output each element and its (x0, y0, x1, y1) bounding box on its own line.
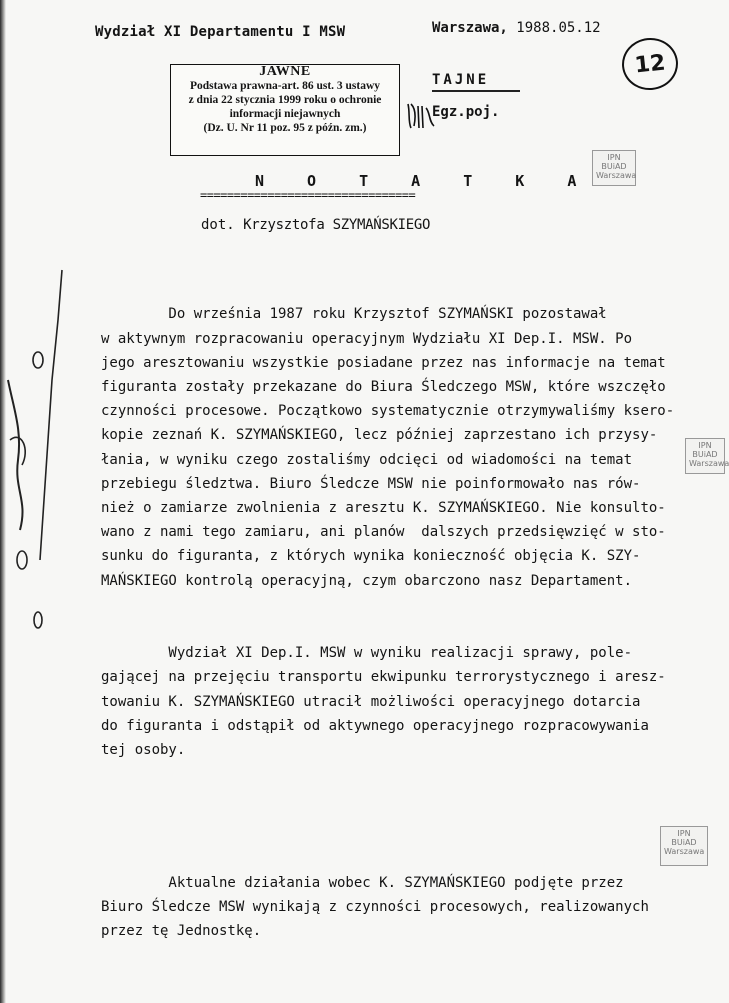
jawne-line: (Dz. U. Nr 11 poz. 95 z późn. zm.) (203, 122, 367, 134)
jawne-line: Podstawa prawna-art. 86 ust. 3 ustawy (189, 80, 381, 92)
declassification-box (170, 64, 400, 156)
margin-handwriting (0, 260, 70, 680)
department-header: Wydział XI Departamentu I MSW (95, 24, 346, 40)
document-subject (201, 217, 430, 233)
document-title: N O T A T K A (255, 172, 594, 190)
copy-label: Egz.poj. (432, 104, 500, 120)
subject-prefix: dot. (201, 217, 235, 233)
ipn-stamp: IPN BUiAD Warszawa (685, 438, 725, 474)
page-number-circle: 12 (619, 35, 680, 93)
jawne-heading: JAWNE (259, 64, 311, 79)
title-underline: ================================ (200, 188, 416, 202)
ipn-stamp: IPN BUiAD Warszawa (660, 826, 708, 866)
classification-label: TAJNE (432, 72, 490, 88)
document-body (101, 254, 713, 992)
paragraph: Aktualne działania wobec K. SZYMAŃSKIEGO podjęte przez Biuro Śledcze MSW wynikają z czynności procesowych, realizowanych przez tę Jednostkę. (101, 875, 649, 940)
paragraph: Wydział XI Dep.I. MSW w wyniku realizacji sprawy, pole- gającej na przejęciu transportu ekwipunku terrorystycznego i aresz- towaniu K. SZYMAŃSKIEGO utracił możliwości operacyjnego dotarcia do figuranta i odstąpił od aktywnego operacyjnego rozpracowywania tej osoby. (101, 645, 666, 759)
paragraph: Do września 1987 roku Krzysztof SZYMAŃSKI pozostawał w aktywnym rozpracowaniu operacyjnym Wydziału XI Dep.I. MSW. Po jego aresztowaniu wszystkie posiadane przez nas informacje na temat figuranta zostały przekazane do Biura Śledczego MSW, które wszczęło czynności procesowe. Początkowo systematycznie otrzymywaliśmy ksero- kopie zeznań K. SZYMAŃSKIEGO, lecz później zaprzestano ich przysy- łania, w wyniku czego zostaliśmy odcięci od wiadomości na temat przebiegu śledztwa. Biuro Śledcze MSW nie poinformowało nas rów- nież o zamiarze zwolnienia z aresztu K. SZYMAŃSKIEGO. Nie konsulto- wano z nami tego zamiaru, ani planów dalszych przedsięwzięć w sto- sunku do figuranta, z których wynika konieczność objęcia K. SZY- MAŃSKIEGO kontrolą operacyjną, czym obarczono nasz Departament. (101, 306, 675, 589)
place: Warszawa, (432, 20, 508, 36)
jawne-line: informacji niejawnych (229, 108, 341, 120)
classification-underline (432, 90, 520, 92)
place-date (432, 20, 601, 36)
jawne-line: z dnia 22 stycznia 1999 roku o ochronie (188, 94, 382, 106)
ipn-stamp: IPN BUiAD Warszawa (592, 150, 636, 186)
subject-name: Krzysztofa SZYMAŃSKIEGO (243, 217, 431, 233)
date: 1988.05.12 (516, 20, 601, 36)
